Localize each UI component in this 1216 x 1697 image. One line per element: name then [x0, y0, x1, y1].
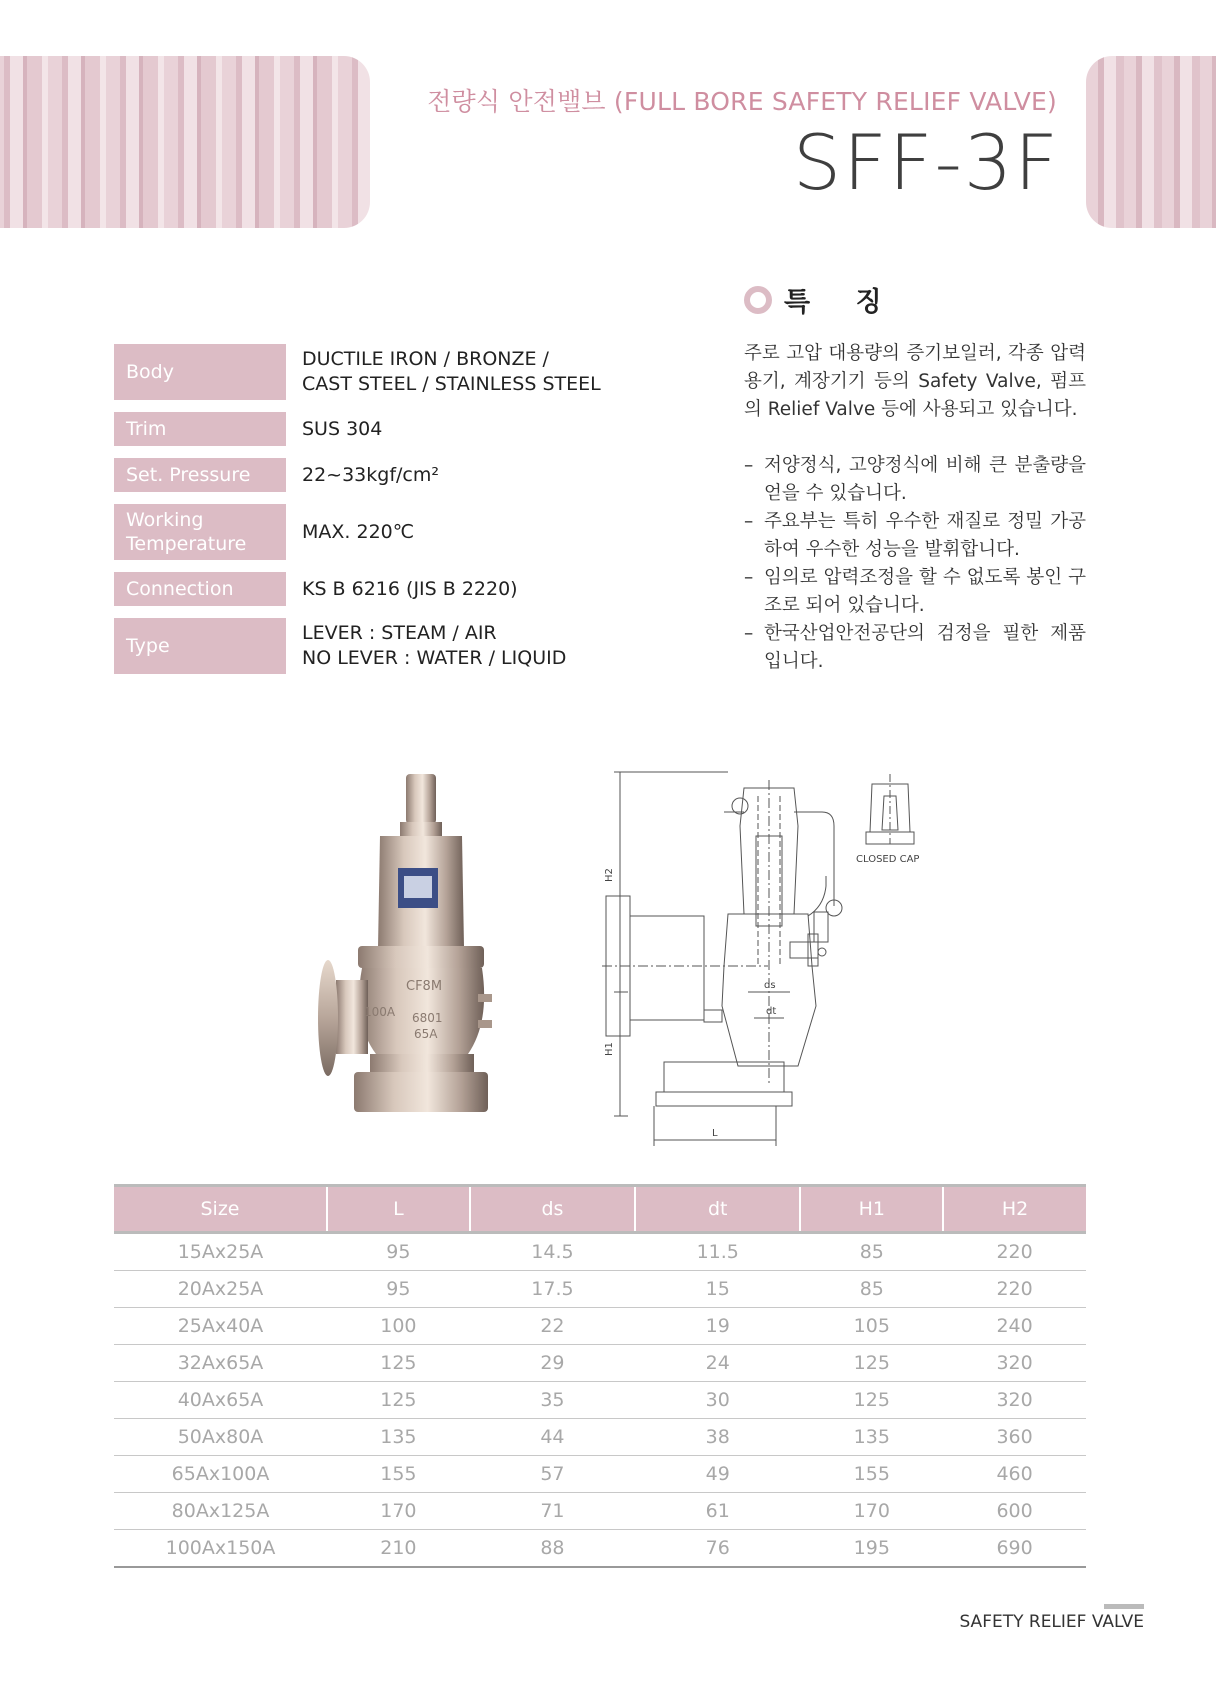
- table-cell: 155: [800, 1456, 943, 1493]
- table-cell: 125: [327, 1345, 470, 1382]
- spec-value: KS B 6216 (JIS B 2220): [302, 577, 518, 600]
- table-cell: 71: [470, 1493, 635, 1530]
- table-cell: 61: [635, 1493, 800, 1530]
- table-row: [114, 1233, 1086, 1271]
- table-row: [114, 1493, 1086, 1530]
- table-cell: 11.5: [635, 1233, 800, 1271]
- table-cell: 240: [943, 1308, 1086, 1345]
- marking-text: 65A: [414, 1027, 438, 1041]
- column-header: ds: [470, 1186, 635, 1233]
- column-header: Size: [114, 1186, 327, 1233]
- spec-label: Body: [114, 344, 286, 400]
- table-cell: 50Ax80A: [114, 1419, 327, 1456]
- table-cell: 32Ax65A: [114, 1345, 327, 1382]
- dim-label-ds: ds: [764, 980, 776, 991]
- table-cell: 15Ax25A: [114, 1233, 327, 1271]
- table-cell: 125: [800, 1382, 943, 1419]
- table-cell: 40Ax65A: [114, 1382, 327, 1419]
- table-cell: 320: [943, 1345, 1086, 1382]
- table-cell: 220: [943, 1233, 1086, 1271]
- spec-value: SUS 304: [302, 417, 383, 440]
- table-cell: 105: [800, 1308, 943, 1345]
- dim-label-h2: H2: [604, 868, 615, 882]
- marking-text: 6801: [412, 1011, 443, 1025]
- column-header: L: [327, 1186, 470, 1233]
- table-row: [114, 1456, 1086, 1493]
- table-cell: 690: [943, 1530, 1086, 1568]
- spec-row-type: [114, 618, 594, 674]
- spec-row-connection: [114, 572, 594, 606]
- table-cell: 100Ax150A: [114, 1530, 327, 1568]
- table-cell: 100: [327, 1308, 470, 1345]
- table-cell: 95: [327, 1271, 470, 1308]
- column-header: H2: [943, 1186, 1086, 1233]
- table-cell: 29: [470, 1345, 635, 1382]
- header-band-right: [1086, 56, 1216, 228]
- list-item: – 임의로 압력조정을 할 수 없도록 봉인 구조로 되어 있습니다.: [744, 564, 1086, 620]
- list-item: – 저양정식, 고양정식에 비해 큰 분출량을 얻을 수 있습니다.: [744, 452, 1086, 508]
- table-cell: 95: [327, 1233, 470, 1271]
- table-cell: 17.5: [470, 1271, 635, 1308]
- header-band-left: [0, 56, 370, 228]
- spec-row-set-pressure: [114, 458, 594, 492]
- table-row: [114, 1530, 1086, 1568]
- spec-row-body: [114, 344, 601, 400]
- table-cell: 65Ax100A: [114, 1456, 327, 1493]
- valve-drawing: [604, 766, 968, 1146]
- table-cell: 22: [470, 1308, 635, 1345]
- features-heading: 특 징: [744, 280, 900, 319]
- table-cell: 25Ax40A: [114, 1308, 327, 1345]
- column-header: H1: [800, 1186, 943, 1233]
- table-cell: 125: [327, 1382, 470, 1419]
- list-item: – 주요부는 특히 우수한 재질로 정밀 가공하여 우수한 성능을 발휘합니다.: [744, 508, 1086, 564]
- table-cell: 220: [943, 1271, 1086, 1308]
- table-cell: 85: [800, 1271, 943, 1308]
- table-cell: 210: [327, 1530, 470, 1568]
- table-cell: 320: [943, 1382, 1086, 1419]
- table-cell: 135: [800, 1419, 943, 1456]
- spec-label: Set. Pressure: [114, 458, 286, 492]
- table-header-row: [114, 1186, 1086, 1233]
- footer-bar: [1104, 1604, 1144, 1609]
- table-row: [114, 1271, 1086, 1308]
- table-row: [114, 1345, 1086, 1382]
- spec-label: Connection: [114, 572, 286, 606]
- valve-photo: [318, 772, 518, 1128]
- table-cell: 88: [470, 1530, 635, 1568]
- spec-value: 22~33kgf/cm²: [302, 463, 439, 486]
- bullet-circle-icon: [744, 286, 772, 314]
- dimension-table: [114, 1184, 1086, 1568]
- features-intro: 주로 고압 대용량의 증기보일러, 각종 압력용기, 계장기기 등의 Safety Valve, 펌프의 Relief Valve 등에 사용되고 있습니다.: [744, 343, 1086, 420]
- table-cell: 19: [635, 1308, 800, 1345]
- spec-label: Type: [114, 618, 286, 674]
- dim-label-dt: dt: [766, 1006, 777, 1017]
- table-cell: 135: [327, 1419, 470, 1456]
- table-cell: 14.5: [470, 1233, 635, 1271]
- table-cell: 30: [635, 1382, 800, 1419]
- table-cell: 125: [800, 1345, 943, 1382]
- table-row: [114, 1419, 1086, 1456]
- marking-text: CF8M: [406, 979, 443, 994]
- table-cell: 44: [470, 1419, 635, 1456]
- spec-row-working-temperature: [114, 504, 594, 560]
- table-cell: 170: [800, 1493, 943, 1530]
- table-row: [114, 1308, 1086, 1345]
- table-row: [114, 1382, 1086, 1419]
- spec-label: Trim: [114, 412, 286, 446]
- table-cell: 155: [327, 1456, 470, 1493]
- table-cell: 15: [635, 1271, 800, 1308]
- list-item: – 한국산업안전공단의 검정을 필한 제품 입니다.: [744, 620, 1086, 676]
- table-cell: 170: [327, 1493, 470, 1530]
- spec-value: LEVER : STEAM / AIR NO LEVER : WATER / LIQUID: [302, 622, 567, 669]
- dim-label-h1: H1: [604, 1042, 615, 1056]
- closed-cap-label: CLOSED CAP: [856, 854, 920, 865]
- product-model: SFF-3F: [792, 118, 1060, 207]
- footer-label: SAFETY RELIEF VALVE: [959, 1612, 1144, 1632]
- spec-value: MAX. 220℃: [302, 520, 415, 543]
- table-cell: 35: [470, 1382, 635, 1419]
- table-cell: 24: [635, 1345, 800, 1382]
- column-header: dt: [635, 1186, 800, 1233]
- table-cell: 195: [800, 1530, 943, 1568]
- table-cell: 49: [635, 1456, 800, 1493]
- table-cell: 85: [800, 1233, 943, 1271]
- spec-label: Working Temperature: [114, 504, 286, 560]
- features-list: [744, 452, 1086, 676]
- table-cell: 360: [943, 1419, 1086, 1456]
- product-subtitle: 전량식 안전밸브 (FULL BORE SAFETY RELIEF VALVE): [427, 87, 1057, 116]
- table-cell: 20Ax25A: [114, 1271, 327, 1308]
- spec-value: DUCTILE IRON / BRONZE / CAST STEEL / STAINLESS STEEL: [302, 348, 601, 395]
- marking-text: 100A: [364, 1005, 396, 1019]
- table-cell: 460: [943, 1456, 1086, 1493]
- dim-label-l: L: [712, 1128, 718, 1139]
- table-cell: 600: [943, 1493, 1086, 1530]
- table-cell: 38: [635, 1419, 800, 1456]
- table-cell: 76: [635, 1530, 800, 1568]
- table-cell: 57: [470, 1456, 635, 1493]
- table-cell: 80Ax125A: [114, 1493, 327, 1530]
- spec-row-trim: [114, 412, 594, 446]
